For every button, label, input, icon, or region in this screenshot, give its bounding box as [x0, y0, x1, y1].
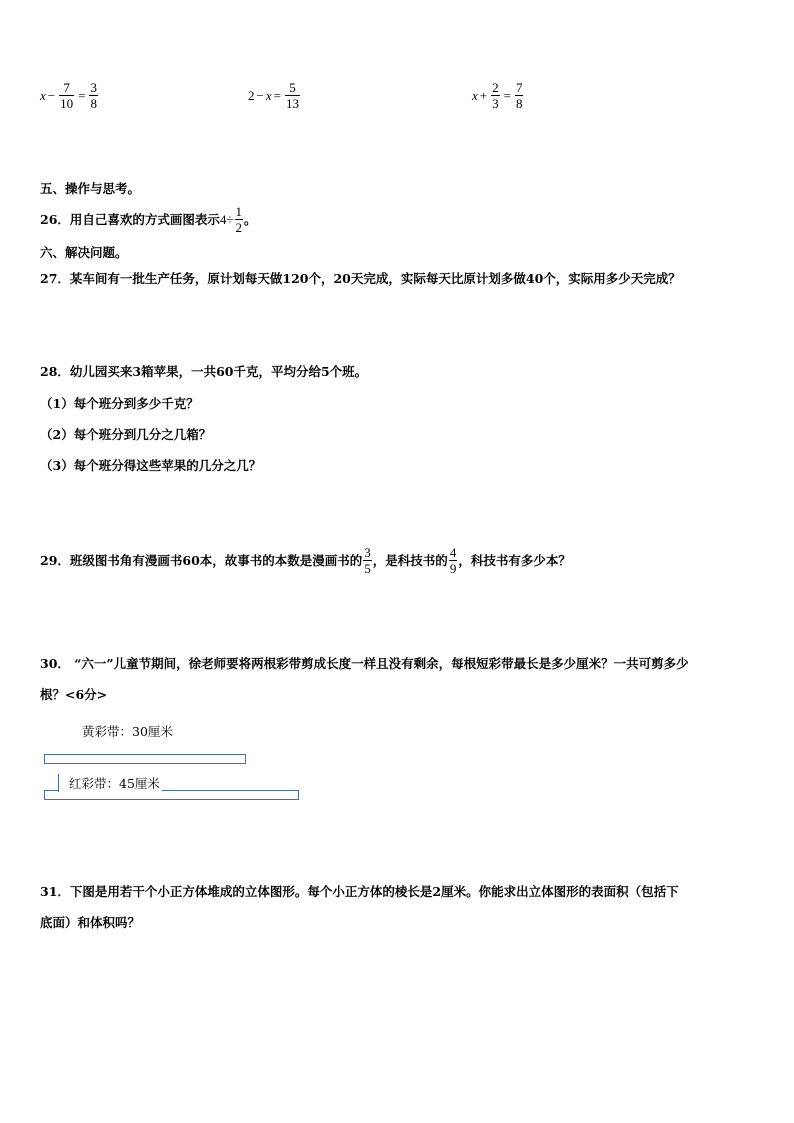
yellow-ribbon-label: 黄彩带：30厘米 — [82, 724, 173, 739]
q29-f1num: 3 — [364, 545, 371, 560]
eq3-rhs-fraction — [515, 80, 524, 111]
q26-num: 1 — [235, 204, 243, 219]
eq1-fraction — [59, 80, 74, 111]
eq3-var: x — [472, 87, 478, 103]
eq3-equals: = — [503, 87, 511, 103]
q28-sub1: （1）每个班分到多少千克？ — [40, 396, 199, 411]
q26-prefix: 26．用自己喜欢的方式画图表示 — [40, 211, 220, 227]
q26-expr: 4÷ — [219, 211, 234, 227]
q26-den: 2 — [235, 220, 243, 235]
q26-fraction — [235, 204, 244, 235]
question-27: 27．某车间有一批生产任务，原计划每天做120个，20天完成，实际每天比原计划多做40个，实际用多少天完成？ — [40, 271, 681, 286]
eq3-num: 2 — [492, 80, 499, 95]
yellow-ribbon — [44, 754, 246, 764]
eq1-den: 10 — [60, 96, 74, 111]
eq1-rnum: 3 — [90, 80, 97, 95]
eq2-op: − — [256, 87, 264, 103]
q29-part3: ，科技书有多少本？ — [458, 552, 571, 568]
equation-3 — [472, 80, 525, 111]
section6-title: 六、解决问题。 — [40, 245, 128, 260]
q29-f2num: 4 — [449, 545, 457, 560]
q29-f2den: 9 — [449, 561, 457, 576]
eq1-rhs-fraction — [89, 80, 98, 111]
eq3-rden: 8 — [515, 96, 523, 111]
red-ribbon-label: 红彩带：45厘米 — [58, 774, 162, 792]
equation-2 — [248, 80, 302, 111]
eq2-lhs: 2 — [248, 87, 255, 103]
eq3-den: 3 — [492, 96, 499, 111]
question-31-line2: 底面）和体积吗？ — [40, 915, 141, 930]
question-26 — [40, 204, 257, 235]
eq1-num: 7 — [63, 80, 70, 95]
eq3-fraction — [491, 80, 500, 111]
q29-part2: ，是科技书的 — [372, 552, 448, 568]
section5-title: 五、操作与思考。 — [40, 181, 141, 196]
question-30-line2: 根？<6分> — [40, 687, 108, 702]
question-30-line1: 30． “六一”儿童节期间，徐老师要将两根彩带剪成长度一样且没有剩余，每根短彩带最长是多少厘米？一共可剪多少 — [40, 656, 689, 671]
q28-sub2: （2）每个班分到几分之几箱？ — [40, 427, 212, 442]
eq2-rden: 13 — [285, 96, 299, 111]
eq2-var: x — [265, 87, 272, 103]
eq1-var: x — [40, 87, 46, 103]
q29-f1den: 5 — [364, 561, 371, 576]
eq3-op: + — [479, 87, 488, 103]
eq1-rden: 8 — [90, 96, 97, 111]
question-28: 28．幼儿园买来3箱苹果，一共60千克，平均分给5个班。 — [40, 364, 368, 379]
q29-fraction-2 — [449, 545, 458, 576]
q29-part1: 29．班级图书角有漫画书60本，故事书的本数是漫画书的 — [40, 552, 363, 568]
eq3-rnum: 7 — [515, 80, 523, 95]
q26-suffix: 。 — [244, 211, 257, 227]
eq2-equals: = — [273, 87, 281, 103]
eq2-rhs-fraction — [285, 80, 300, 111]
q28-sub3: （3）每个班分得这些苹果的几分之几？ — [40, 458, 262, 473]
equation-1 — [40, 80, 100, 111]
q29-fraction-1 — [363, 545, 372, 576]
eq1-equals: = — [78, 87, 86, 103]
question-29 — [40, 545, 571, 576]
eq1-op: − — [47, 87, 56, 103]
eq2-rnum: 5 — [289, 80, 296, 95]
question-31-line1: 31．下图是用若干个小正方体堆成的立体图形。每个小正方体的棱长是2厘米。你能求出立体图形的表面积（包括下 — [40, 884, 679, 899]
